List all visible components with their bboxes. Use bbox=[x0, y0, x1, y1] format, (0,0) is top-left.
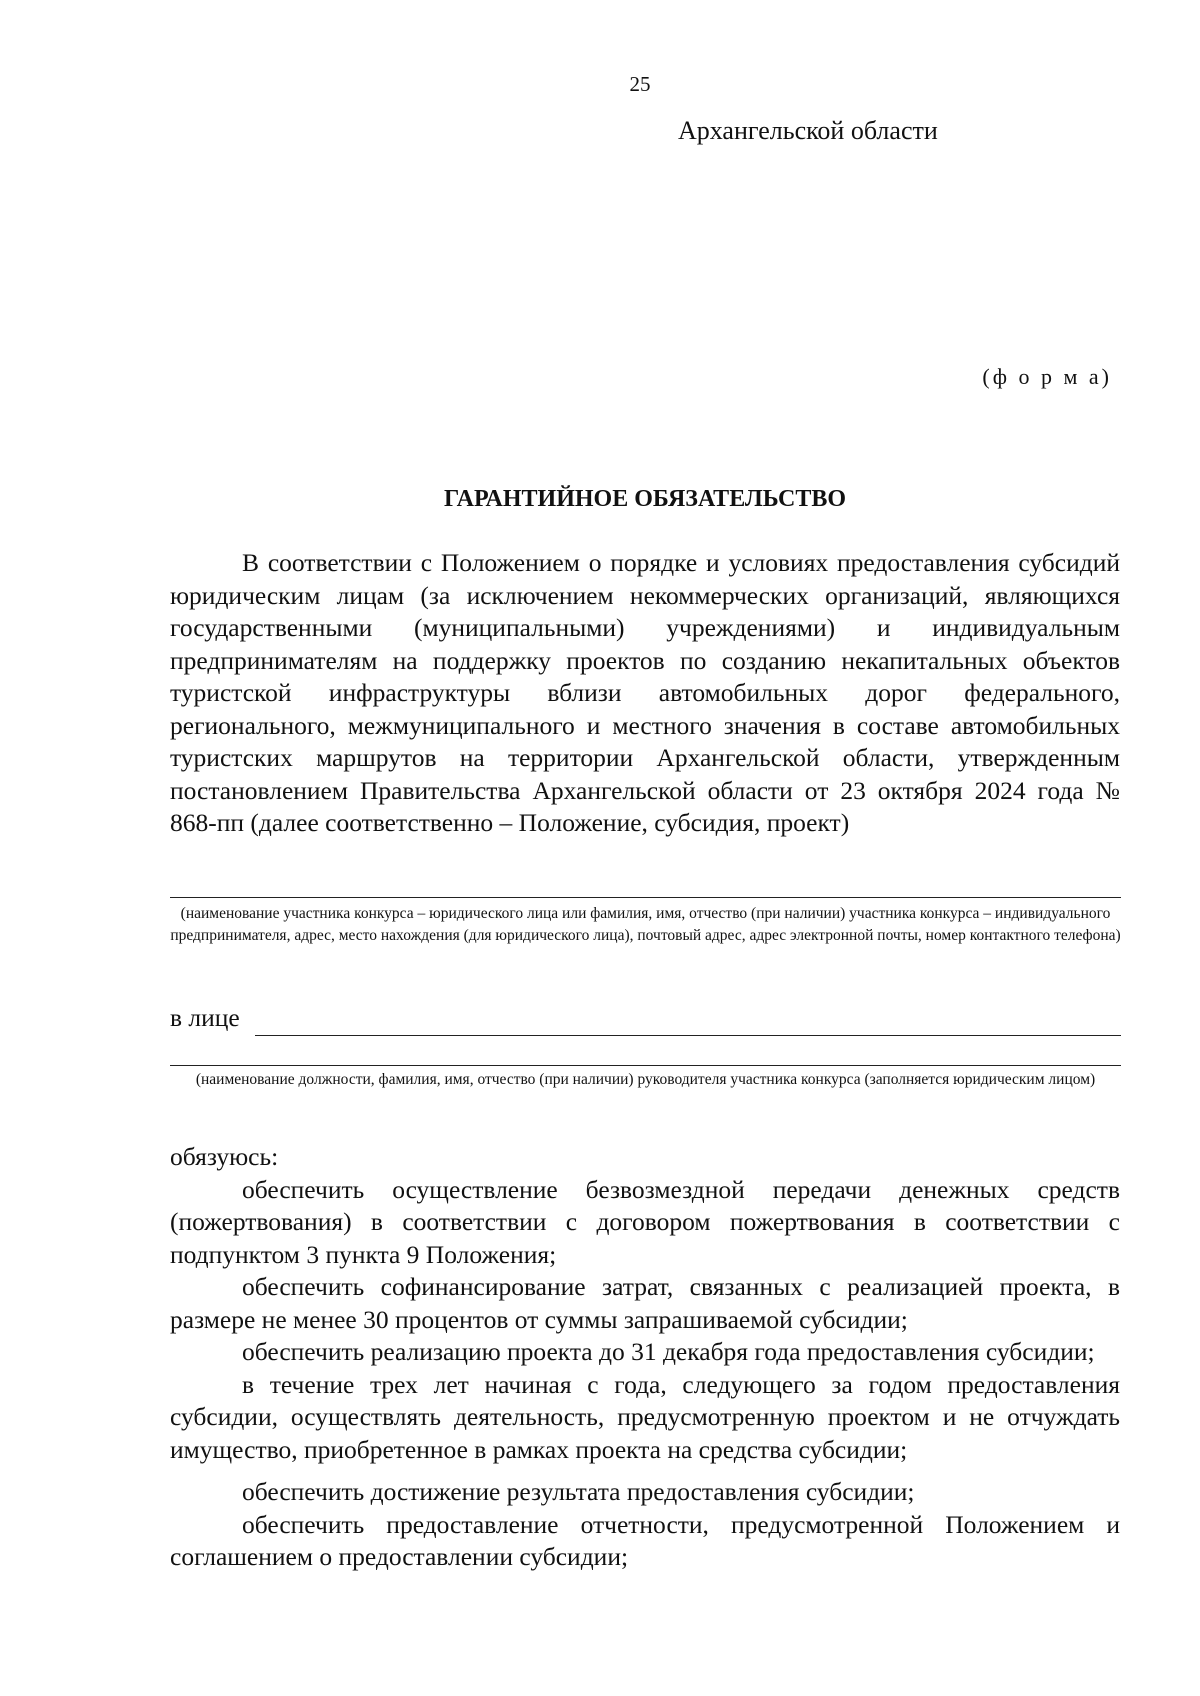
obligation-item: обеспечить предоставление отчетности, предусмотренной Положением и соглашением о предоставлении субсидии; bbox=[170, 1509, 1120, 1571]
preamble-paragraph: В соответствии с Положением о порядке и условиях предоставления субсидий юридическим лицам (за исключением некоммерческих организаций, являющихся государственными (муниципальными) учреждениями) и индивидуальным предпринимателям на поддержку проектов по созданию некапитальных объектов туристской инфраструктуры вблизи автомобильных дорог федерального, регионального, межмуниципального и местного значения в составе автомобильных туристских маршрутов на территории Архангельской области, утвержденным постановлением Правительства Архангельской области от 23 октября 2024 года № 868-пп (далее соответственно – Положение, субсидия, проект) bbox=[170, 548, 1120, 837]
form-label: (ф о р м а) bbox=[982, 364, 1112, 389]
document-title: ГАРАНТИЙНОЕ ОБЯЗАТЕЛЬСТВО bbox=[443, 486, 847, 512]
representative-label: в лице bbox=[170, 1003, 240, 1032]
representative-blank-line-2[interactable] bbox=[170, 1065, 1121, 1066]
page-number: 25 bbox=[629, 72, 651, 96]
obligation-item: в течение трех лет начиная с года, следующего за годом предоставления субсидии, осуществлять деятельность, предусмотренную проектом и не отчуждать имущество, приобретенное в рамках проекта на средства субсидии; bbox=[170, 1369, 1120, 1464]
representative-line bbox=[170, 1003, 1121, 1037]
participant-caption: (наименование участника конкурса – юридического лица или фамилия, имя, отчество (при наличии) участника конкурса – индивидуального предпринимателя, адрес, место нахождения (для юридического лица), почтовый адрес, адрес электронной почты, номер контактного телефона) bbox=[170, 905, 1121, 944]
representative-caption: (наименование должности, фамилия, имя, отчество (при наличии) руководителя участника конкурса (заполняется юридическим лицом) bbox=[195, 1071, 1096, 1088]
participant-blank-line[interactable] bbox=[170, 897, 1121, 898]
obligations-section bbox=[170, 1141, 1120, 1574]
obligation-item: обеспечить достижение результата предоставления субсидии; bbox=[242, 1477, 915, 1506]
obligation-item: обеспечить софинансирование затрат, связанных с реализацией проекта, в размере не менее 30 процентов от суммы запрашиваемой субсидии; bbox=[170, 1272, 1120, 1334]
obligation-item: обеспечить осуществление безвозмездной передачи денежных средств (пожертвования) в соответствии с договором пожертвования в соответствии с подпунктом 3 пункта 9 Положения; bbox=[170, 1174, 1120, 1269]
obligations-intro: обязуюсь: bbox=[170, 1142, 279, 1171]
obligation-item: обеспечить реализацию проекта до 31 декабря года предоставления субсидии; bbox=[242, 1337, 1095, 1366]
region-header: Архангельской области bbox=[678, 116, 938, 145]
representative-blank-line[interactable] bbox=[255, 1035, 1121, 1036]
